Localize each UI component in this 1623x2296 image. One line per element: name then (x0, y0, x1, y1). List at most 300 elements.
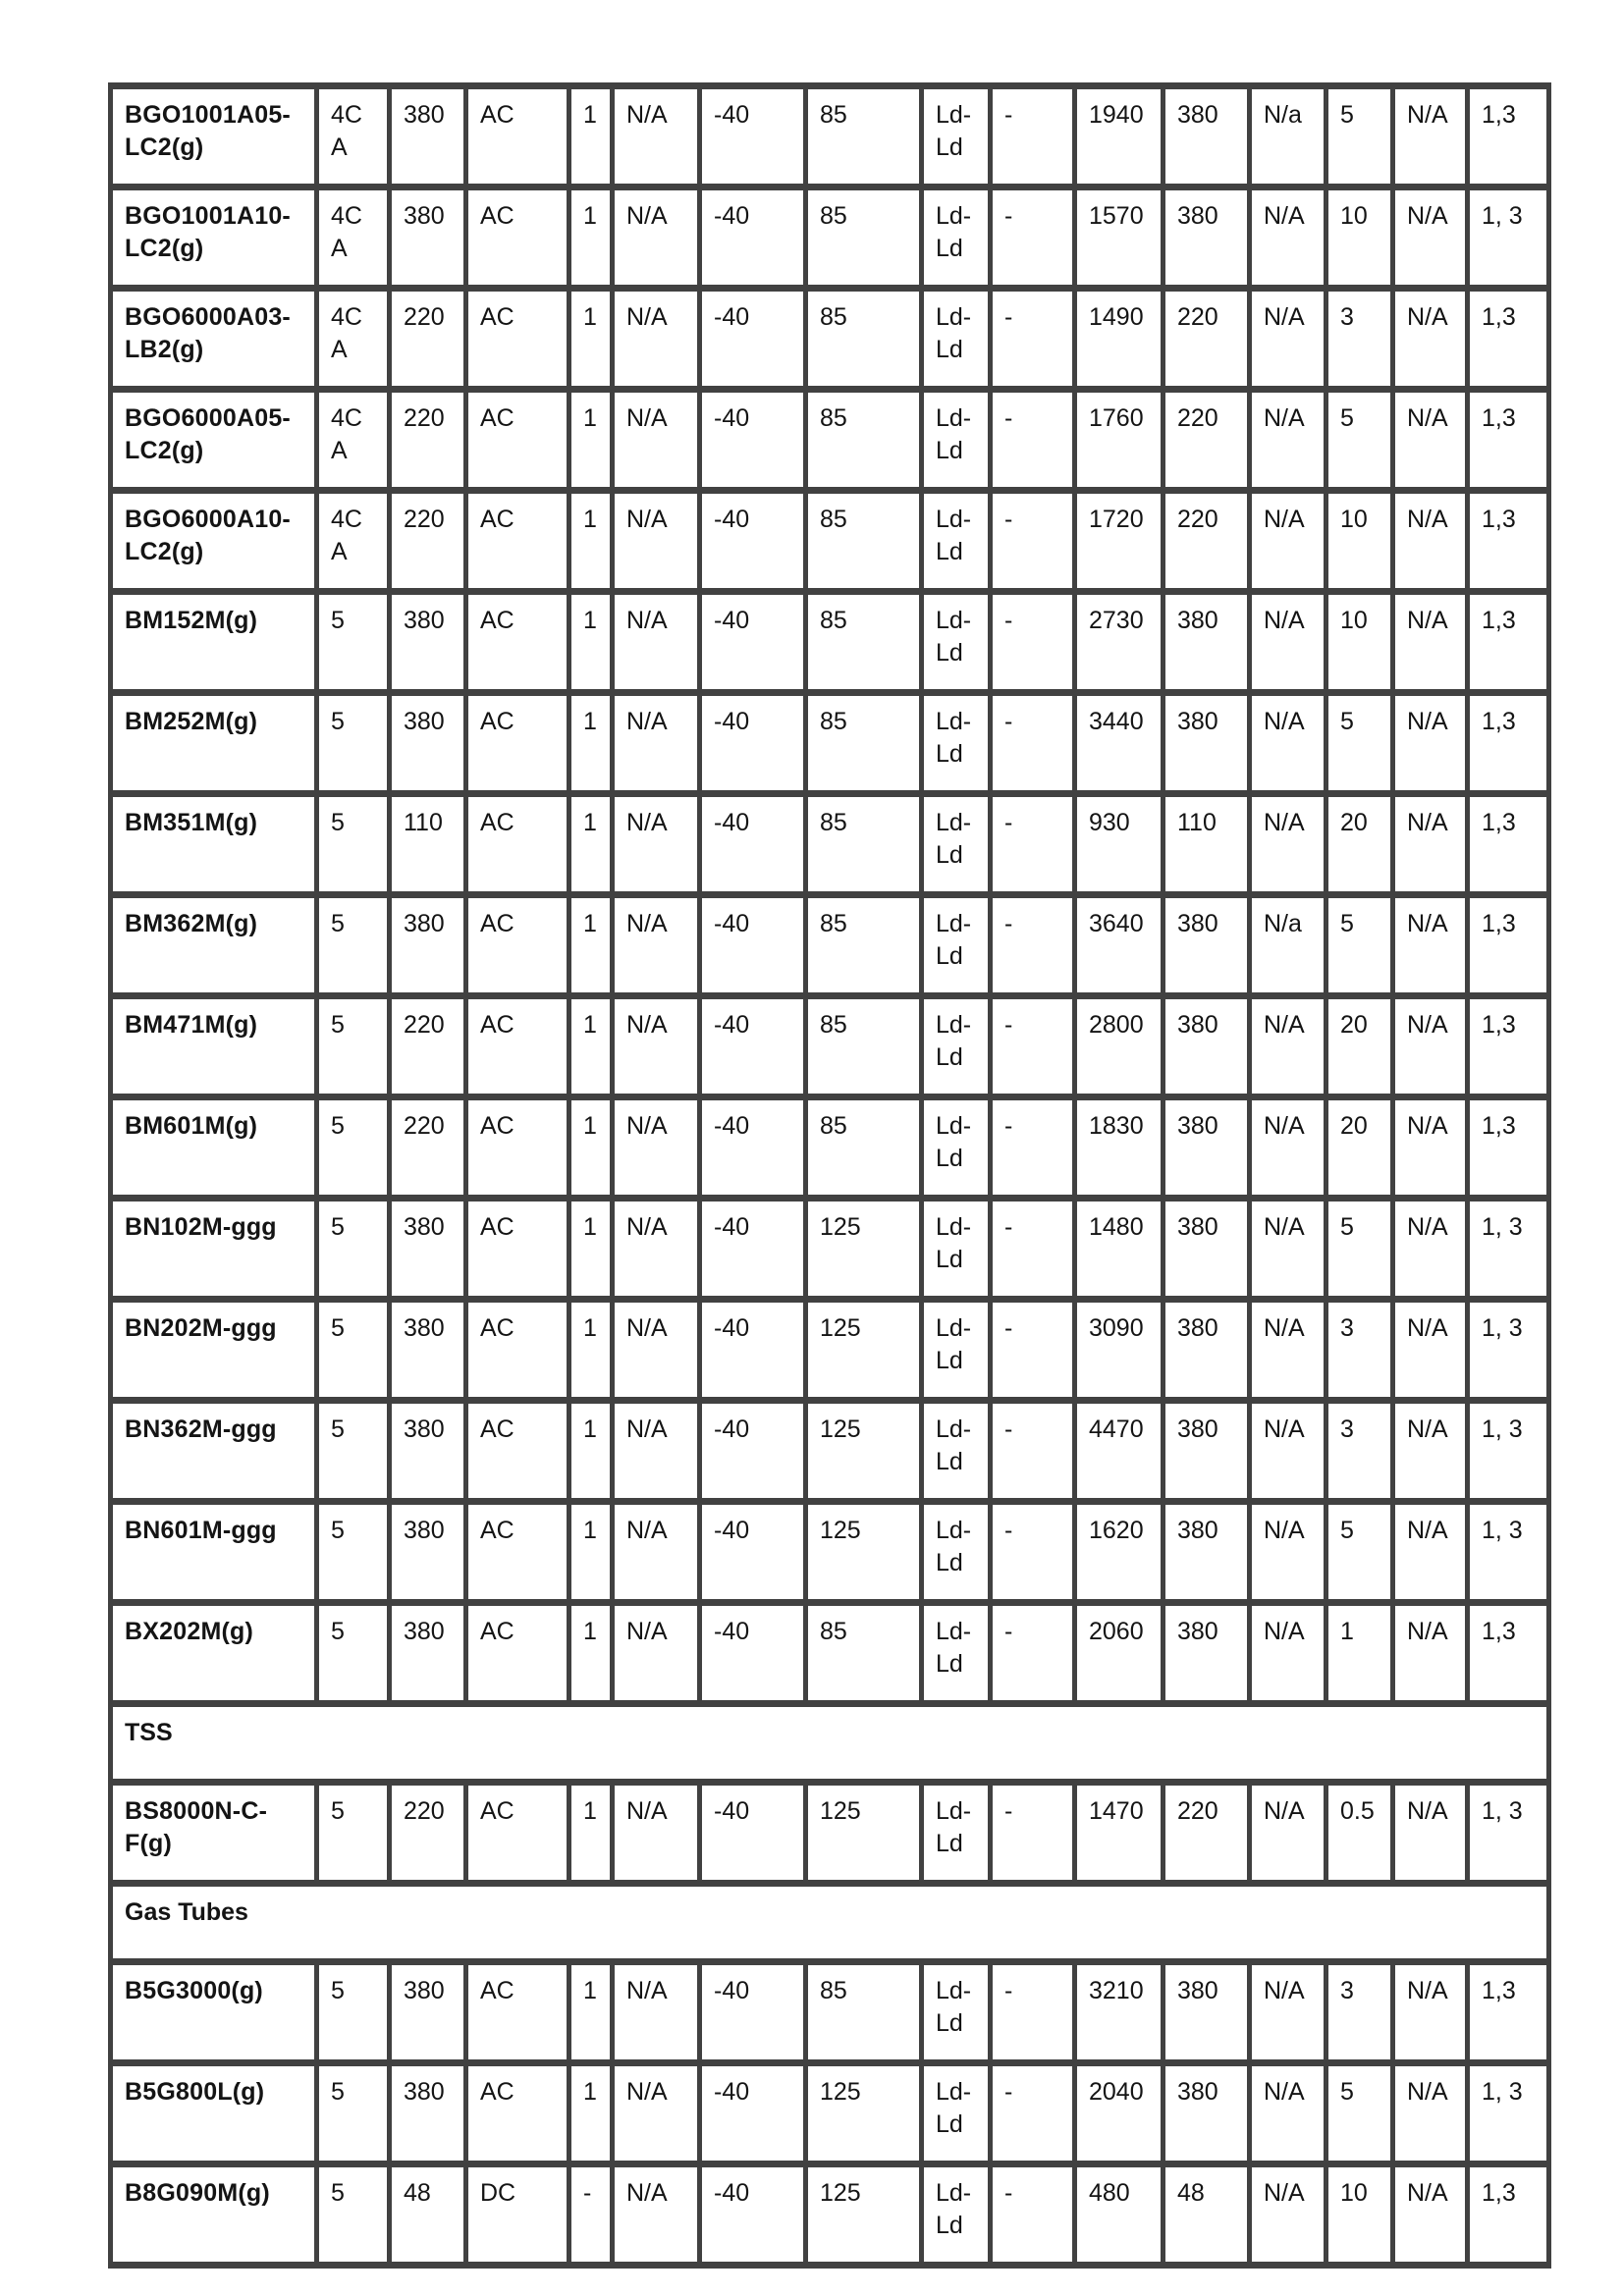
value-cell: 220 (1163, 1783, 1250, 1884)
value-cell: N/a (1250, 86, 1326, 187)
value-cell: 380 (1163, 895, 1250, 996)
value-cell: 5 (317, 1199, 390, 1300)
value-cell: - (991, 592, 1075, 693)
value-cell: Ld-Ld (922, 1401, 991, 1502)
value-cell: N/A (1250, 592, 1326, 693)
table-row (111, 1783, 1549, 1884)
value-cell: N/A (1393, 1300, 1468, 1401)
value-cell: N/A (1393, 390, 1468, 491)
value-cell: 5 (317, 1603, 390, 1704)
value-cell: AC (466, 491, 569, 592)
value-cell: Ld-Ld (922, 996, 991, 1097)
value-cell: N/A (1250, 1502, 1326, 1603)
value-cell: AC (466, 1962, 569, 2063)
value-cell: Ld-Ld (922, 1603, 991, 1704)
part-number-cell: BM252M(g) (111, 693, 317, 794)
part-number-cell: BM601M(g) (111, 1097, 317, 1199)
section-row (111, 1704, 1549, 1783)
value-cell: 20 (1326, 1097, 1393, 1199)
value-cell: - (569, 2164, 613, 2266)
value-cell: -40 (700, 895, 806, 996)
value-cell: 1,3 (1468, 2164, 1549, 2266)
value-cell: 1 (569, 2063, 613, 2164)
value-cell: 5 (317, 693, 390, 794)
value-cell: AC (466, 693, 569, 794)
value-cell: 1 (569, 1962, 613, 2063)
value-cell: 380 (1163, 1962, 1250, 2063)
value-cell: 380 (390, 895, 466, 996)
value-cell: 1,3 (1468, 1962, 1549, 2063)
value-cell: 85 (806, 1097, 922, 1199)
value-cell: N/A (1393, 693, 1468, 794)
value-cell: -40 (700, 1199, 806, 1300)
part-number-cell: BGO1001A05-LC2(g) (111, 86, 317, 187)
value-cell: 1 (569, 1783, 613, 1884)
value-cell: 3 (1326, 1401, 1393, 1502)
value-cell: 380 (390, 1603, 466, 1704)
value-cell: N/A (1250, 1199, 1326, 1300)
value-cell: N/A (1393, 1783, 1468, 1884)
value-cell: 125 (806, 2063, 922, 2164)
value-cell: N/A (1393, 1962, 1468, 2063)
part-number-cell: BN601M-ggg (111, 1502, 317, 1603)
value-cell: -40 (700, 1097, 806, 1199)
value-cell: N/A (613, 1300, 700, 1401)
value-cell: 5 (317, 2063, 390, 2164)
value-cell: -40 (700, 996, 806, 1097)
value-cell: N/A (613, 592, 700, 693)
value-cell: 85 (806, 1603, 922, 1704)
value-cell: AC (466, 1502, 569, 1603)
value-cell: AC (466, 1401, 569, 1502)
value-cell: 930 (1075, 794, 1163, 895)
section-row-label: Gas Tubes (111, 1884, 1549, 1962)
value-cell: Ld-Ld (922, 592, 991, 693)
value-cell: N/A (1250, 1783, 1326, 1884)
value-cell: 1,3 (1468, 996, 1549, 1097)
value-cell: 5 (317, 1962, 390, 2063)
value-cell: 5 (1326, 1199, 1393, 1300)
value-cell: N/A (1250, 2063, 1326, 2164)
value-cell: N/A (1393, 996, 1468, 1097)
value-cell: 5 (317, 1401, 390, 1502)
value-cell: 4CA (317, 187, 390, 289)
value-cell: -40 (700, 1962, 806, 2063)
value-cell: 125 (806, 1502, 922, 1603)
value-cell: N/A (1393, 592, 1468, 693)
value-cell: 220 (390, 491, 466, 592)
value-cell: 85 (806, 390, 922, 491)
value-cell: 85 (806, 491, 922, 592)
value-cell: - (991, 1097, 1075, 1199)
value-cell: 85 (806, 895, 922, 996)
value-cell: -40 (700, 289, 806, 390)
value-cell: 1570 (1075, 187, 1163, 289)
value-cell: 380 (390, 1962, 466, 2063)
value-cell: N/A (1393, 1502, 1468, 1603)
value-cell: 48 (390, 2164, 466, 2266)
value-cell: 1 (1326, 1603, 1393, 1704)
value-cell: 380 (390, 592, 466, 693)
part-number-cell: BGO1001A10-LC2(g) (111, 187, 317, 289)
value-cell: 1,3 (1468, 289, 1549, 390)
value-cell: 380 (1163, 2063, 1250, 2164)
value-cell: -40 (700, 1401, 806, 1502)
value-cell: 380 (1163, 86, 1250, 187)
value-cell: 5 (317, 794, 390, 895)
value-cell: 380 (390, 2063, 466, 2164)
value-cell: 1, 3 (1468, 1300, 1549, 1401)
value-cell: 1, 3 (1468, 2063, 1549, 2164)
value-cell: 380 (390, 1401, 466, 1502)
table-row (111, 2063, 1549, 2164)
value-cell: 380 (1163, 996, 1250, 1097)
value-cell: 1 (569, 491, 613, 592)
value-cell: N/A (1250, 794, 1326, 895)
value-cell: 2800 (1075, 996, 1163, 1097)
value-cell: 1 (569, 1300, 613, 1401)
value-cell: 1, 3 (1468, 1401, 1549, 1502)
value-cell: N/A (613, 996, 700, 1097)
value-cell: AC (466, 895, 569, 996)
value-cell: 1,3 (1468, 592, 1549, 693)
value-cell: Ld-Ld (922, 390, 991, 491)
table-row (111, 1097, 1549, 1199)
value-cell: 1,3 (1468, 693, 1549, 794)
value-cell: 220 (390, 390, 466, 491)
value-cell: AC (466, 1300, 569, 1401)
value-cell: - (991, 895, 1075, 996)
table-row (111, 491, 1549, 592)
value-cell: 1 (569, 1603, 613, 1704)
value-cell: N/A (1250, 693, 1326, 794)
part-number-cell: B8G090M(g) (111, 2164, 317, 2266)
value-cell: - (991, 86, 1075, 187)
value-cell: 380 (1163, 1502, 1250, 1603)
value-cell: Ld-Ld (922, 693, 991, 794)
value-cell: 1 (569, 794, 613, 895)
value-cell: 1760 (1075, 390, 1163, 491)
value-cell: 110 (1163, 794, 1250, 895)
value-cell: 1940 (1075, 86, 1163, 187)
section-row (111, 1884, 1549, 1962)
value-cell: Ld-Ld (922, 491, 991, 592)
value-cell: DC (466, 2164, 569, 2266)
value-cell: 5 (1326, 2063, 1393, 2164)
value-cell: N/A (613, 187, 700, 289)
value-cell: 1,3 (1468, 1097, 1549, 1199)
value-cell: AC (466, 1199, 569, 1300)
value-cell: - (991, 187, 1075, 289)
value-cell: 3 (1326, 1300, 1393, 1401)
value-cell: 1 (569, 86, 613, 187)
value-cell: N/A (613, 1199, 700, 1300)
value-cell: 125 (806, 1401, 922, 1502)
value-cell: N/A (1250, 1401, 1326, 1502)
value-cell: Ld-Ld (922, 1097, 991, 1199)
value-cell: 3 (1326, 1962, 1393, 2063)
value-cell: N/A (1393, 187, 1468, 289)
value-cell: 1,3 (1468, 895, 1549, 996)
value-cell: -40 (700, 794, 806, 895)
value-cell: 10 (1326, 592, 1393, 693)
value-cell: 125 (806, 2164, 922, 2266)
value-cell: 380 (1163, 187, 1250, 289)
value-cell: 1,3 (1468, 390, 1549, 491)
value-cell: N/A (613, 2063, 700, 2164)
value-cell: 380 (390, 1199, 466, 1300)
value-cell: 85 (806, 289, 922, 390)
value-cell: 1 (569, 592, 613, 693)
value-cell: 0.5 (1326, 1783, 1393, 1884)
value-cell: 4CA (317, 491, 390, 592)
value-cell: AC (466, 86, 569, 187)
value-cell: 1, 3 (1468, 1783, 1549, 1884)
value-cell: N/A (613, 289, 700, 390)
value-cell: 10 (1326, 491, 1393, 592)
value-cell: 1 (569, 187, 613, 289)
value-cell: 125 (806, 1783, 922, 1884)
table-row (111, 592, 1549, 693)
value-cell: - (991, 693, 1075, 794)
value-cell: 220 (390, 289, 466, 390)
value-cell: 380 (1163, 1300, 1250, 1401)
value-cell: 3640 (1075, 895, 1163, 996)
value-cell: Ld-Ld (922, 1199, 991, 1300)
value-cell: 380 (1163, 592, 1250, 693)
value-cell: Ld-Ld (922, 289, 991, 390)
value-cell: 1480 (1075, 1199, 1163, 1300)
value-cell: N/A (613, 2164, 700, 2266)
value-cell: Ld-Ld (922, 794, 991, 895)
value-cell: 20 (1326, 996, 1393, 1097)
table-row (111, 1962, 1549, 2063)
value-cell: 380 (1163, 1401, 1250, 1502)
value-cell: N/A (1393, 86, 1468, 187)
value-cell: N/A (613, 390, 700, 491)
value-cell: AC (466, 1603, 569, 1704)
value-cell: 1 (569, 996, 613, 1097)
part-number-cell: BN202M-ggg (111, 1300, 317, 1401)
part-number-cell: BM351M(g) (111, 794, 317, 895)
value-cell: 85 (806, 187, 922, 289)
value-cell: -40 (700, 187, 806, 289)
value-cell: N/A (1250, 1097, 1326, 1199)
value-cell: - (991, 794, 1075, 895)
section-row-label: TSS (111, 1704, 1549, 1783)
value-cell: 1 (569, 1097, 613, 1199)
value-cell: 5 (317, 2164, 390, 2266)
value-cell: 380 (1163, 693, 1250, 794)
value-cell: N/A (1250, 1300, 1326, 1401)
value-cell: 380 (1163, 1097, 1250, 1199)
table-row (111, 693, 1549, 794)
value-cell: 3210 (1075, 1962, 1163, 2063)
value-cell: - (991, 1962, 1075, 2063)
value-cell: -40 (700, 592, 806, 693)
value-cell: N/A (1250, 491, 1326, 592)
value-cell: 1, 3 (1468, 1502, 1549, 1603)
value-cell: N/A (613, 1962, 700, 2063)
value-cell: 1 (569, 1199, 613, 1300)
value-cell: N/a (1250, 895, 1326, 996)
value-cell: Ld-Ld (922, 1300, 991, 1401)
value-cell: 5 (1326, 390, 1393, 491)
value-cell: N/A (1250, 1962, 1326, 2063)
value-cell: -40 (700, 1783, 806, 1884)
value-cell: AC (466, 187, 569, 289)
value-cell: 5 (1326, 1502, 1393, 1603)
value-cell: N/A (1393, 1097, 1468, 1199)
table-row (111, 895, 1549, 996)
table-row (111, 289, 1549, 390)
value-cell: Ld-Ld (922, 895, 991, 996)
value-cell: AC (466, 794, 569, 895)
part-number-cell: BGO6000A05-LC2(g) (111, 390, 317, 491)
value-cell: N/A (613, 86, 700, 187)
value-cell: AC (466, 1097, 569, 1199)
value-cell: N/A (1393, 1401, 1468, 1502)
value-cell: 4CA (317, 289, 390, 390)
table-row (111, 187, 1549, 289)
value-cell: N/A (1393, 2164, 1468, 2266)
table-row (111, 794, 1549, 895)
value-cell: 85 (806, 794, 922, 895)
value-cell: 380 (1163, 1199, 1250, 1300)
value-cell: 480 (1075, 2164, 1163, 2266)
value-cell: 5 (317, 895, 390, 996)
value-cell: N/A (1250, 390, 1326, 491)
value-cell: Ld-Ld (922, 2063, 991, 2164)
value-cell: N/A (1393, 895, 1468, 996)
value-cell: 1 (569, 289, 613, 390)
value-cell: 1 (569, 1502, 613, 1603)
table-row (111, 2164, 1549, 2266)
table-row (111, 1199, 1549, 1300)
value-cell: 220 (1163, 289, 1250, 390)
value-cell: 380 (390, 1300, 466, 1401)
table-row (111, 1300, 1549, 1401)
value-cell: AC (466, 592, 569, 693)
value-cell: 1470 (1075, 1783, 1163, 1884)
value-cell: 1720 (1075, 491, 1163, 592)
value-cell: N/A (613, 1783, 700, 1884)
value-cell: 2040 (1075, 2063, 1163, 2164)
value-cell: 110 (390, 794, 466, 895)
value-cell: 220 (390, 1097, 466, 1199)
table-row (111, 1401, 1549, 1502)
value-cell: N/A (1393, 1603, 1468, 1704)
value-cell: 20 (1326, 794, 1393, 895)
value-cell: 1 (569, 390, 613, 491)
value-cell: 380 (390, 86, 466, 187)
value-cell: AC (466, 996, 569, 1097)
value-cell: 1620 (1075, 1502, 1163, 1603)
value-cell: 380 (390, 693, 466, 794)
table-row (111, 1502, 1549, 1603)
table-row (111, 1603, 1549, 1704)
value-cell: 1,3 (1468, 794, 1549, 895)
value-cell: N/A (1250, 996, 1326, 1097)
value-cell: 10 (1326, 187, 1393, 289)
value-cell: N/A (613, 794, 700, 895)
value-cell: 1 (569, 693, 613, 794)
value-cell: N/A (613, 693, 700, 794)
value-cell: AC (466, 390, 569, 491)
part-number-cell: BM471M(g) (111, 996, 317, 1097)
parts-table-body (111, 86, 1549, 2266)
value-cell: -40 (700, 1300, 806, 1401)
value-cell: 5 (1326, 86, 1393, 187)
value-cell: 1,3 (1468, 1603, 1549, 1704)
value-cell: 10 (1326, 2164, 1393, 2266)
part-number-cell: BGO6000A03-LB2(g) (111, 289, 317, 390)
value-cell: - (991, 1199, 1075, 1300)
value-cell: 3090 (1075, 1300, 1163, 1401)
value-cell: - (991, 491, 1075, 592)
value-cell: 85 (806, 592, 922, 693)
value-cell: N/A (1393, 491, 1468, 592)
value-cell: 5 (317, 1502, 390, 1603)
value-cell: 85 (806, 996, 922, 1097)
value-cell: 85 (806, 693, 922, 794)
value-cell: -40 (700, 86, 806, 187)
value-cell: - (991, 390, 1075, 491)
value-cell: 5 (317, 1097, 390, 1199)
value-cell: Ld-Ld (922, 86, 991, 187)
part-number-cell: BGO6000A10-LC2(g) (111, 491, 317, 592)
value-cell: N/A (613, 895, 700, 996)
value-cell: 5 (317, 592, 390, 693)
value-cell: 4CA (317, 86, 390, 187)
parts-table (108, 82, 1551, 2269)
value-cell: 5 (1326, 895, 1393, 996)
part-number-cell: BM362M(g) (111, 895, 317, 996)
value-cell: 1,3 (1468, 491, 1549, 592)
table-row (111, 86, 1549, 187)
value-cell: N/A (613, 1097, 700, 1199)
value-cell: N/A (613, 491, 700, 592)
value-cell: 5 (317, 1783, 390, 1884)
part-number-cell: BS8000N-C-F(g) (111, 1783, 317, 1884)
value-cell: 125 (806, 1300, 922, 1401)
value-cell: 85 (806, 86, 922, 187)
value-cell: - (991, 1401, 1075, 1502)
value-cell: -40 (700, 2063, 806, 2164)
part-number-cell: B5G3000(g) (111, 1962, 317, 2063)
value-cell: N/A (1393, 289, 1468, 390)
value-cell: - (991, 1300, 1075, 1401)
value-cell: Ld-Ld (922, 1502, 991, 1603)
value-cell: Ld-Ld (922, 1962, 991, 2063)
value-cell: N/A (1250, 1603, 1326, 1704)
value-cell: 380 (1163, 1603, 1250, 1704)
value-cell: 5 (317, 996, 390, 1097)
value-cell: 48 (1163, 2164, 1250, 2266)
value-cell: -40 (700, 491, 806, 592)
part-number-cell: BN362M-ggg (111, 1401, 317, 1502)
value-cell: 1, 3 (1468, 1199, 1549, 1300)
value-cell: -40 (700, 2164, 806, 2266)
value-cell: AC (466, 2063, 569, 2164)
value-cell: 3 (1326, 289, 1393, 390)
value-cell: 2730 (1075, 592, 1163, 693)
value-cell: 380 (390, 1502, 466, 1603)
value-cell: N/A (613, 1401, 700, 1502)
table-row (111, 996, 1549, 1097)
value-cell: 1,3 (1468, 86, 1549, 187)
value-cell: 1 (569, 1401, 613, 1502)
